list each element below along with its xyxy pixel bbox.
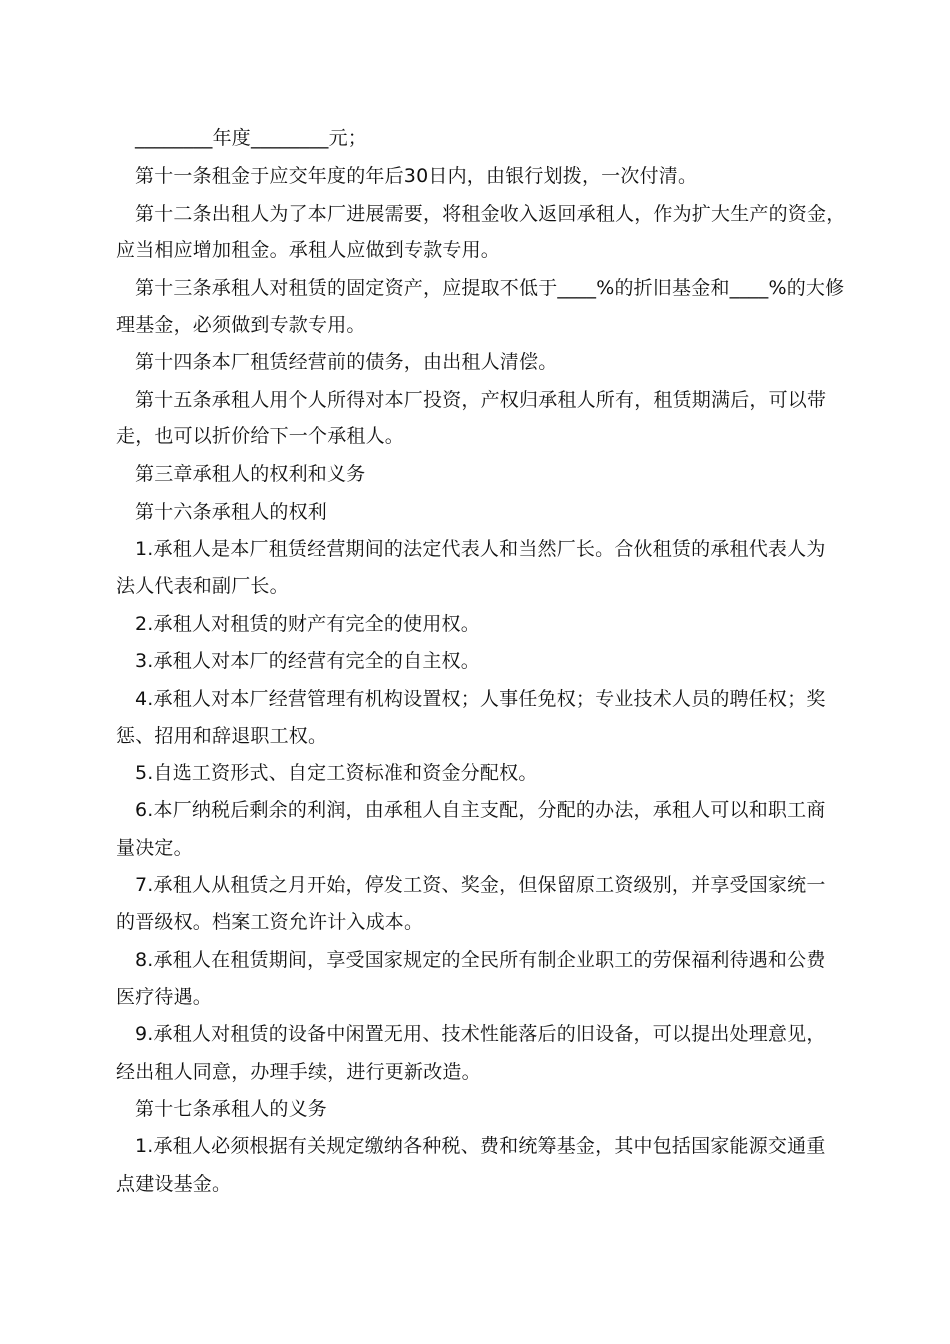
text-line: 第十四条本厂租赁经营前的债务，由出租人清偿。 <box>135 351 558 373</box>
text-line: 第十三条承租人对租赁的固定资产，应提取不低于____%的折旧基金和____%的大修 <box>135 277 845 299</box>
list-item: 8.承租人在租赁期间，享受国家规定的全民所有制企业职工的劳保福利待遇和公费 <box>135 949 826 971</box>
article-heading: 第十七条承租人的义务 <box>135 1098 328 1120</box>
chapter-heading: 第三章承租人的权利和义务 <box>135 463 366 485</box>
list-item: 2.承租人对租赁的财产有完全的使用权。 <box>135 613 480 635</box>
text-line: 第十五条承租人用个人所得对本厂投资，产权归承租人所有，租赁期满后，可以带 <box>135 389 827 411</box>
text-line: 第十二条出租人为了本厂进展需要，将租金收入返回承租人，作为扩大生产的资金， <box>135 203 846 225</box>
text-line: 量决定。 <box>116 837 193 859</box>
list-item: 4.承租人对本厂经营管理有机构设置权；人事任免权；专业技术人员的聘任权；奖 <box>135 688 826 710</box>
text-line: 点建设基金。 <box>116 1173 232 1195</box>
list-item: 9.承租人对租赁的设备中闲置无用、技术性能落后的旧设备，可以提出处理意见， <box>135 1023 826 1045</box>
text-line: 理基金，必须做到专款专用。 <box>116 314 366 336</box>
list-item: 6.本厂纳税后剩余的利润，由承租人自主支配，分配的办法，承租人可以和职工商 <box>135 799 826 821</box>
list-item: 1.承租人必须根据有关规定缴纳各种税、费和统筹基金，其中包括国家能源交通重 <box>135 1135 826 1157</box>
text-line: ________年度________元； <box>135 127 368 149</box>
text-line: 走，也可以折价给下一个承租人。 <box>116 425 405 447</box>
text-line: 第十一条租金于应交年度的年后30日内，由银行划拨，一次付清。 <box>135 165 698 187</box>
text-line: 法人代表和副厂长。 <box>116 575 289 597</box>
text-line: 惩、招用和辞退职工权。 <box>116 725 328 747</box>
article-heading: 第十六条承租人的权利 <box>135 501 328 523</box>
list-item: 3.承租人对本厂的经营有完全的自主权。 <box>135 650 480 672</box>
text-line: 的晋级权。档案工资允许计入成本。 <box>116 911 424 933</box>
list-item: 7.承租人从租赁之月开始，停发工资、奖金，但保留原工资级别，并享受国家统一 <box>135 874 826 896</box>
text-line: 医疗待遇。 <box>116 986 213 1008</box>
list-item: 5.自选工资形式、自定工资标准和资金分配权。 <box>135 762 538 784</box>
list-item: 1.承租人是本厂租赁经营期间的法定代表人和当然厂长。合伙租赁的承租代表人为 <box>135 538 826 560</box>
text-line: 应当相应增加租金。承租人应做到专款专用。 <box>116 239 501 261</box>
text-line: 经出租人同意，办理手续，进行更新改造。 <box>116 1061 481 1083</box>
